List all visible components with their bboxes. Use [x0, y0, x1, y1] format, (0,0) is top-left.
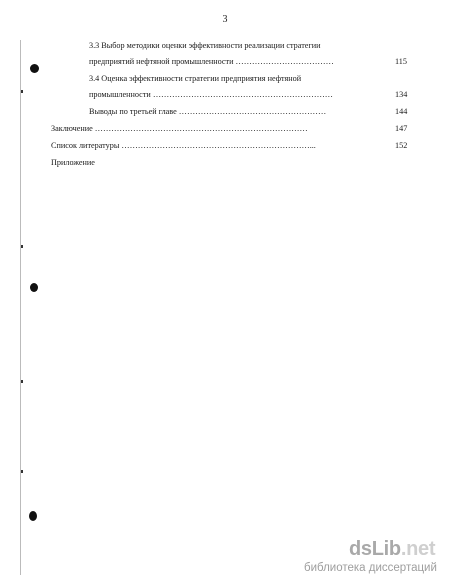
watermark-logo-main: dsLib	[349, 538, 401, 560]
toc-entry-text: Список литературы ……………………………………………………………...	[51, 141, 316, 150]
scan-speck	[21, 90, 23, 93]
toc-entry-text: Выводы по третьей главе ………………………………………………	[89, 107, 327, 116]
watermark-logo	[349, 538, 435, 561]
toc-entry-text: 3.3 Выбор методики оценки эффективности реализации стратегии	[89, 41, 321, 50]
toc-entry-text: предприятий нефтяной промышленности ………………………………	[89, 57, 334, 66]
ink-blot	[30, 283, 38, 292]
toc-entry-page: 115	[395, 57, 407, 66]
toc-entry-page: 144	[395, 107, 408, 116]
toc-entry-text: 3.4 Оценка эффективности стратегии предприятия нефтяной	[89, 74, 302, 83]
toc-entry-page: 147	[395, 124, 408, 133]
watermark-logo-suffix: .net	[400, 538, 436, 560]
scan-speck	[21, 380, 23, 383]
toc-entry-text: Заключение ……………………………………………………………………	[51, 124, 308, 133]
scan-speck	[21, 470, 23, 473]
toc-entry-page: 134	[395, 90, 408, 99]
scan-speck	[21, 245, 23, 248]
ink-blot	[30, 64, 39, 73]
scan-edge-line	[20, 40, 21, 575]
toc-entry-text: Приложение	[51, 158, 95, 167]
toc-entry-text: промышленности …………………………………………………………	[89, 90, 333, 99]
ink-blot	[29, 511, 37, 521]
watermark-caption: библиотека диссертаций	[304, 562, 437, 574]
page-number: 3	[222, 14, 228, 25]
toc-entry-page: 152	[395, 141, 408, 150]
